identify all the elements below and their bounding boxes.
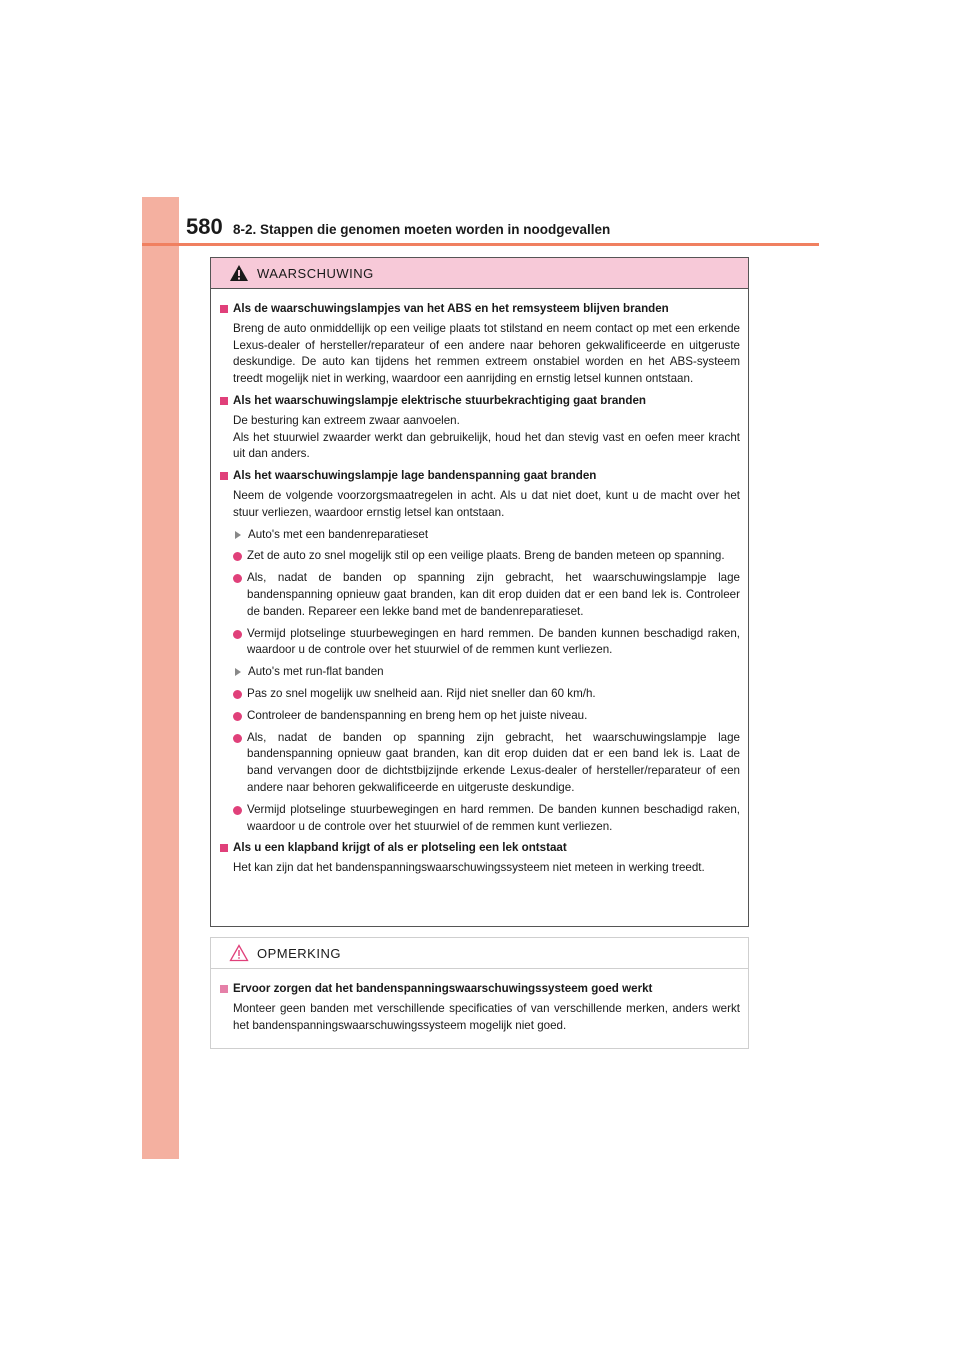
round-bullet-icon	[233, 712, 242, 721]
list-item	[218, 548, 740, 565]
warning-title: WAARSCHUWING	[257, 265, 374, 281]
list-item	[218, 802, 740, 836]
caution-triangle-outline-icon	[229, 944, 249, 962]
list-item	[218, 708, 740, 725]
triangle-bullet-icon	[235, 668, 241, 676]
warning-header	[211, 258, 748, 289]
side-color-strip	[142, 197, 179, 1159]
list-item	[218, 686, 740, 703]
notice-box	[210, 937, 749, 1049]
round-bullet-icon	[233, 806, 242, 815]
section-title: 8-2. Stappen die genomen moeten worden in noodgevallen	[233, 222, 611, 237]
warning-box	[210, 257, 749, 927]
round-bullet-icon	[233, 690, 242, 699]
heading-text: Als u een klapband krijgt of als er plotseling een lek ontstaat	[233, 841, 567, 855]
paragraph	[218, 413, 740, 430]
list-item-text: Zet de auto zo snel mogelijk stil op een veilige plaats. Breng de banden meteen op spanning.	[247, 549, 725, 563]
header-rule	[142, 243, 819, 246]
round-bullet-icon	[233, 630, 242, 639]
list-item-text: Vermijd plotselinge stuurbewegingen en hard remmen. De banden kunnen beschadigd raken, waardoor u de controle over het stuurwiel of de remmen kunt verliezen.	[247, 626, 740, 657]
list-item	[218, 626, 740, 660]
list-item-text: Controleer de bandenspanning en breng hem op het juiste niveau.	[247, 708, 588, 722]
section-heading	[218, 840, 740, 857]
sub-heading-text: Auto's met een bandenreparatieset	[248, 527, 429, 541]
notice-body	[211, 969, 748, 1034]
warning-body	[211, 289, 748, 877]
heading-text: Ervoor zorgen dat het bandenspanningswaarschuwingssysteem goed werkt	[233, 982, 653, 995]
paragraph: Breng de auto onmiddellijk op een veilige plaats tot stilstand en neem contact op met een erkende Lexus-dealer of hersteller/reparateur of een andere naar behoren gekwalificeerde en uitgeruste deskundige. De auto kan tijdens het remmen extreem onstabiel worden en het ABS-systeem treedt mogelijk niet in werking, waardoor een aanrijding en ernstig letsel kunnen ontstaan.	[233, 321, 740, 386]
square-bullet-icon	[220, 472, 228, 480]
notice-title: OPMERKING	[257, 945, 341, 961]
heading-text: Als de waarschuwingslampjes van het ABS en het remsysteem blijven branden	[233, 302, 669, 315]
list-item-text: Als, nadat de banden op spanning zijn gebracht, het waarschuwingslampje lage bandenspanning opnieuw gaat branden, kan dit erop duiden dat er een band lek is. Laat de band vervangen door de dichtstbijzijnde erkende Lexus-dealer of hersteller/reparateur of een andere naar behoren gekwalificeerde en uitgeruste deskundige.	[247, 730, 740, 794]
square-bullet-icon	[220, 305, 228, 313]
square-bullet-icon	[220, 985, 228, 993]
round-bullet-icon	[233, 574, 242, 583]
paragraph: Het kan zijn dat het bandenspanningswaarschuwingssysteem niet meteen in werking treedt.	[233, 861, 705, 875]
square-bullet-icon	[220, 844, 228, 852]
section-heading	[218, 393, 740, 410]
round-bullet-icon	[233, 734, 242, 743]
paragraph-line: De besturing kan extreem zwaar aanvoelen.	[233, 413, 460, 427]
paragraph: Neem de volgende voorzorgsmaatregelen in acht. Als u dat niet doet, kunt u de macht over het stuur verliezen, waardoor ernstig letsel kan ontstaan.	[233, 488, 740, 519]
paragraph: Monteer geen banden met verschillende specificaties of van verschillende merken, anders werkt het bandenspanningswaarschuwingssysteem mogelijk niet goed.	[233, 1001, 740, 1032]
square-bullet-icon	[220, 397, 228, 405]
list-item-text: Vermijd plotselinge stuurbewegingen en hard remmen. De banden kunnen beschadigd raken, waardoor u de controle over het stuurwiel of de remmen kunt verliezen.	[247, 802, 740, 833]
heading-text: Als het waarschuwingslampje lage bandenspanning gaat branden	[233, 469, 597, 483]
list-item-text: Pas zo snel mogelijk uw snelheid aan. Rijd niet sneller dan 60 km/h.	[247, 686, 596, 700]
section-heading	[218, 981, 740, 998]
heading-text: Als het waarschuwingslampje elektrische stuurbekrachtiging gaat branden	[233, 393, 646, 407]
sub-heading	[218, 527, 740, 544]
round-bullet-icon	[233, 552, 242, 561]
section-heading	[218, 301, 740, 318]
notice-header	[211, 938, 748, 969]
list-item	[218, 730, 740, 797]
list-item-text: Als, nadat de banden op spanning zijn gebracht, het waarschuwingslampje lage bandenspanning opnieuw gaat branden, kan dit erop duiden dat er een band lek is. Controleer de banden. Repareer een lekke band met de bandenreparatieset.	[247, 571, 740, 618]
page-number: 580	[186, 214, 223, 239]
list-item	[218, 570, 740, 620]
section-heading	[218, 468, 740, 485]
sub-heading	[218, 664, 740, 681]
paragraph: Als het stuurwiel zwaarder werkt dan gebruikelijk, houd het dan stevig vast en oefen meer kracht uit dan anders.	[233, 430, 740, 461]
triangle-bullet-icon	[235, 531, 241, 539]
sub-heading-text: Auto's met run-flat banden	[248, 665, 384, 679]
warning-triangle-icon	[229, 264, 249, 282]
